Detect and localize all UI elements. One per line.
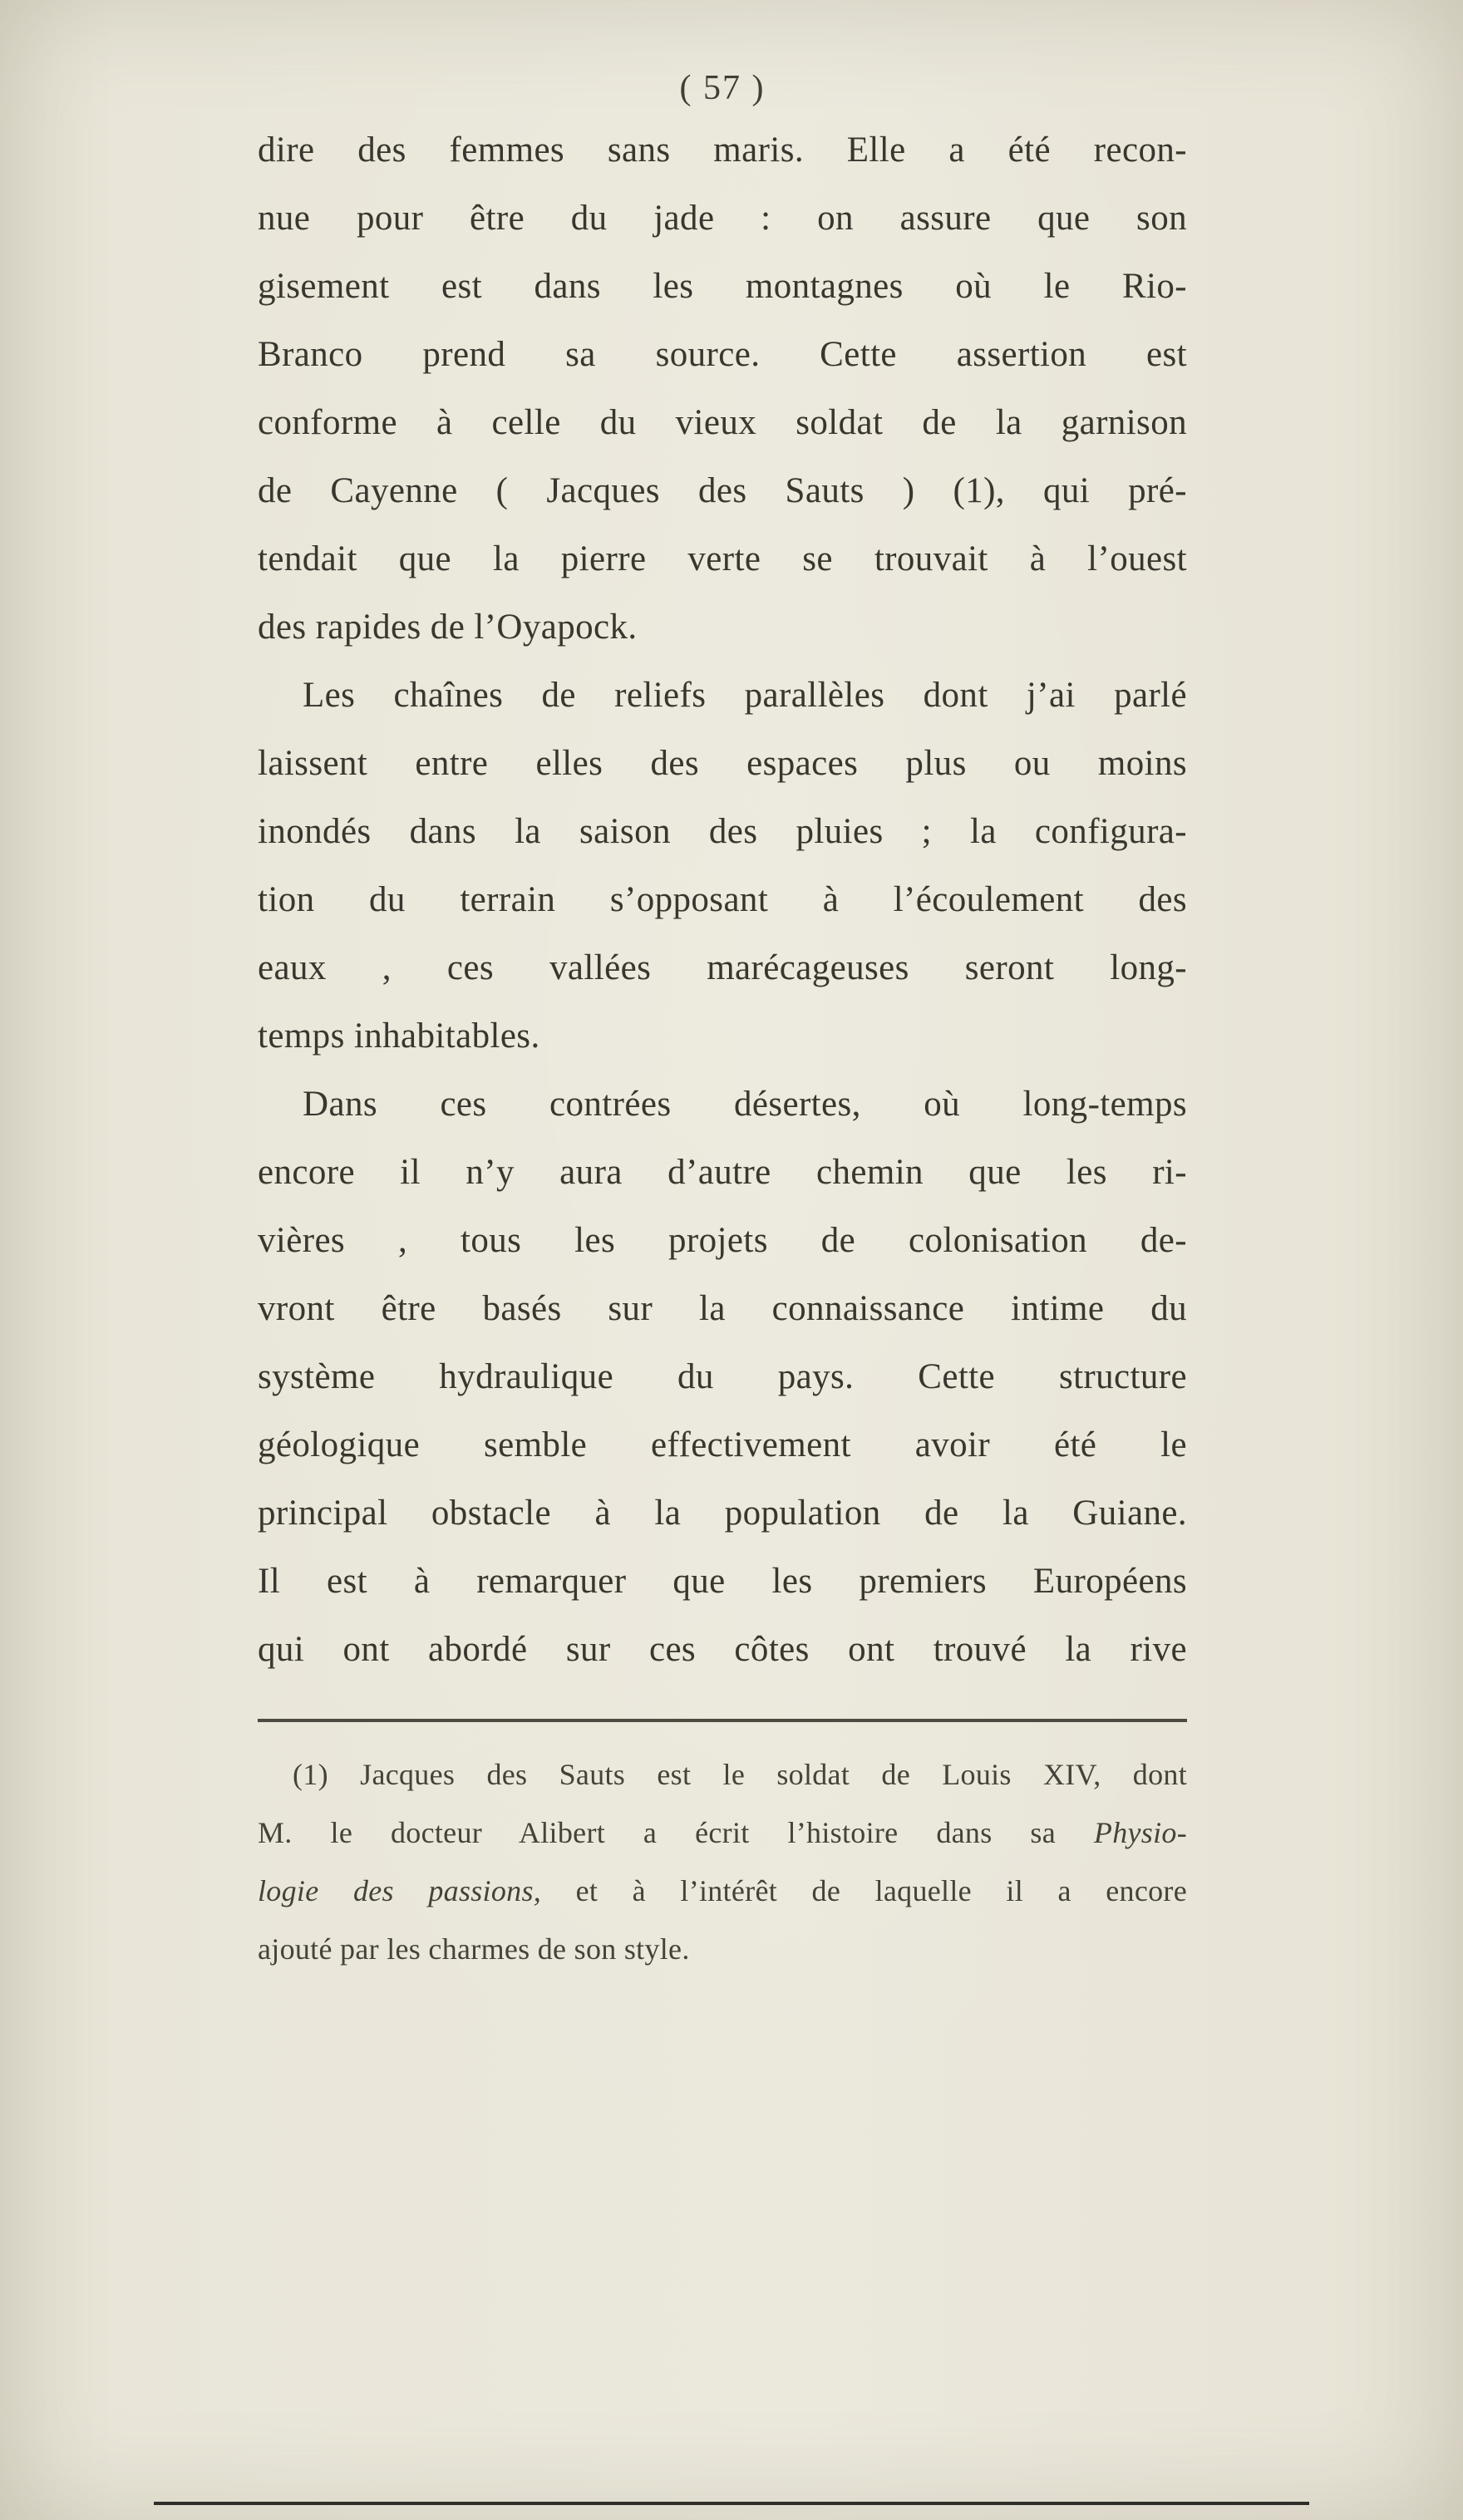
bottom-rule xyxy=(154,2502,1309,2505)
text-line: laissent entre elles des espaces plus ou moins xyxy=(258,744,1187,783)
text-line: nue pour être du jade : on assure que son xyxy=(258,199,1187,238)
text-line: tendait que la pierre verte se trouvait à l’ouest xyxy=(258,539,1187,578)
footnote-separator xyxy=(258,1719,1187,1722)
text-line: encore il n’y aura d’autre chemin que les ri- xyxy=(258,1153,1187,1192)
text-line: de Cayenne ( Jacques des Sauts ) (1), qui pré- xyxy=(258,471,1187,510)
text-line: des rapides de l’Oyapock. xyxy=(258,608,638,647)
text-line: M. le docteur Alibert a écrit l’histoire dans sa Physio- xyxy=(258,1816,1187,1849)
text-line: ajouté par les charmes de son style. xyxy=(258,1932,690,1966)
text-line: Branco prend sa source. Cette assertion est xyxy=(258,335,1187,374)
text-block xyxy=(258,63,1187,1978)
text-line: Les chaînes de reliefs parallèles dont j’ai parlé xyxy=(303,676,1187,715)
footnote xyxy=(258,1745,1187,1978)
body-text xyxy=(258,116,1187,1684)
text-line: géologique semble effectivement avoir été le xyxy=(258,1425,1187,1464)
text-line: logie des passions, et à l’intérêt de laquelle il a encore xyxy=(258,1874,1187,1907)
text-line: gisement est dans les montagnes où le Rio- xyxy=(258,267,1187,306)
text-line: vront être basés sur la connaissance intime du xyxy=(258,1289,1187,1328)
text-line: qui ont abordé sur ces côtes ont trouvé la rive xyxy=(258,1630,1187,1669)
text-line: vières , tous les projets de colonisation de- xyxy=(258,1221,1187,1260)
text-line: temps inhabitables. xyxy=(258,1016,540,1056)
text-line: Il est à remarquer que les premiers Européens xyxy=(258,1562,1187,1601)
text-line: conforme à celle du vieux soldat de la garnison xyxy=(258,403,1187,442)
text-line: principal obstacle à la population de la Guiane. xyxy=(258,1494,1187,1533)
page-number: ( 57 ) xyxy=(679,69,766,107)
text-line: eaux , ces vallées marécageuses seront long- xyxy=(258,948,1187,987)
text-line: inondés dans la saison des pluies ; la configura- xyxy=(258,812,1187,851)
text-line: dire des femmes sans maris. Elle a été recon- xyxy=(258,130,1187,170)
text-line: tion du terrain s’opposant à l’écoulement des xyxy=(258,880,1187,919)
text-line: Dans ces contrées désertes, où long-temps xyxy=(303,1085,1187,1124)
text-line: système hydraulique du pays. Cette structure xyxy=(258,1357,1187,1396)
text-line: (1) Jacques des Sauts est le soldat de Louis XIV, dont xyxy=(293,1758,1187,1791)
